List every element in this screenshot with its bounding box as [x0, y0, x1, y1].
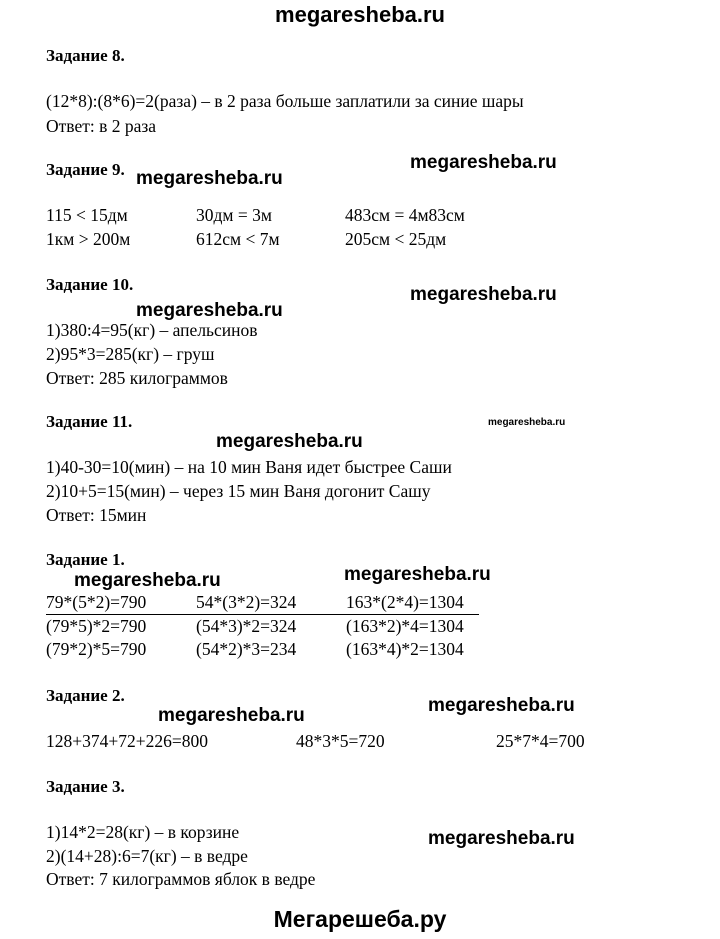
watermark: megaresheba.ru — [216, 431, 363, 452]
task2-item: 128+374+72+226=800 — [46, 731, 208, 751]
task11-answer: Ответ: 15мин — [46, 505, 147, 525]
watermark: megaresheba.ru — [428, 828, 575, 849]
task3-line-1: 1)14*2=28(кг) – в корзине — [46, 822, 240, 842]
header-site-logo: megaresheba.ru — [275, 2, 445, 27]
divider — [46, 614, 479, 615]
task3-title: Задание 3. — [46, 777, 125, 796]
task9-cell: 30дм = 3м — [196, 205, 272, 225]
task2-item: 48*3*5=720 — [296, 731, 385, 751]
task9-cell: 612см < 7м — [196, 229, 280, 249]
watermark: megaresheba.ru — [410, 284, 557, 305]
footer-site-logo: Мегарешеба.ру — [273, 906, 447, 932]
task1-cell: (79*5)*2=790 — [46, 616, 147, 636]
watermark: megaresheba.ru — [410, 152, 557, 173]
task1-cell: (54*2)*3=234 — [196, 639, 297, 659]
task10-answer: Ответ: 285 килограммов — [46, 368, 228, 388]
task1-cell: (163*4)*2=1304 — [346, 639, 464, 659]
task9-cell: 205см < 25дм — [345, 229, 447, 249]
task2-item: 25*7*4=700 — [496, 731, 585, 751]
task8-answer: Ответ: в 2 раза — [46, 116, 157, 136]
task10-line-1: 1)380:4=95(кг) – апельсинов — [46, 320, 258, 340]
task10-title: Задание 10. — [46, 275, 134, 294]
watermark: megaresheba.ru — [158, 705, 305, 726]
task10-line-2: 2)95*3=285(кг) – груш — [46, 344, 215, 364]
task1-cell: 79*(5*2)=790 — [46, 592, 147, 612]
task3-answer: Ответ: 7 килограммов яблок в ведре — [46, 869, 316, 889]
watermark: megaresheba.ru — [488, 417, 566, 428]
watermark: megaresheba.ru — [344, 564, 491, 585]
task1-cell: (163*2)*4=1304 — [346, 616, 464, 636]
task8-title: Задание 8. — [46, 46, 125, 65]
task11-title: Задание 11. — [46, 412, 133, 431]
task1-cell: 163*(2*4)=1304 — [346, 592, 464, 612]
task11-line-2: 2)10+5=15(мин) – через 15 мин Ваня догонит Сашу — [46, 481, 431, 501]
watermark: megaresheba.ru — [74, 570, 221, 591]
task2-title: Задание 2. — [46, 686, 125, 705]
task1-title: Задание 1. — [46, 550, 125, 569]
watermark: megaresheba.ru — [136, 168, 283, 189]
watermark: megaresheba.ru — [428, 695, 575, 716]
task9-cell: 1км > 200м — [46, 229, 131, 249]
task3-line-2: 2)(14+28):6=7(кг) – в ведре — [46, 846, 248, 866]
task8-line-1: (12*8):(8*6)=2(раза) – в 2 раза больше заплатили за синие шары — [46, 91, 524, 111]
task1-cell: 54*(3*2)=324 — [196, 592, 297, 612]
task1-cell: (79*2)*5=790 — [46, 639, 147, 659]
task11-line-1: 1)40-30=10(мин) – на 10 мин Ваня идет быстрее Саши — [46, 457, 452, 477]
task9-cell: 483см = 4м83см — [345, 205, 465, 225]
task9-cell: 115 < 15дм — [46, 205, 128, 225]
task1-cell: (54*3)*2=324 — [196, 616, 297, 636]
task9-title: Задание 9. — [46, 160, 125, 179]
watermark: megaresheba.ru — [136, 300, 283, 321]
